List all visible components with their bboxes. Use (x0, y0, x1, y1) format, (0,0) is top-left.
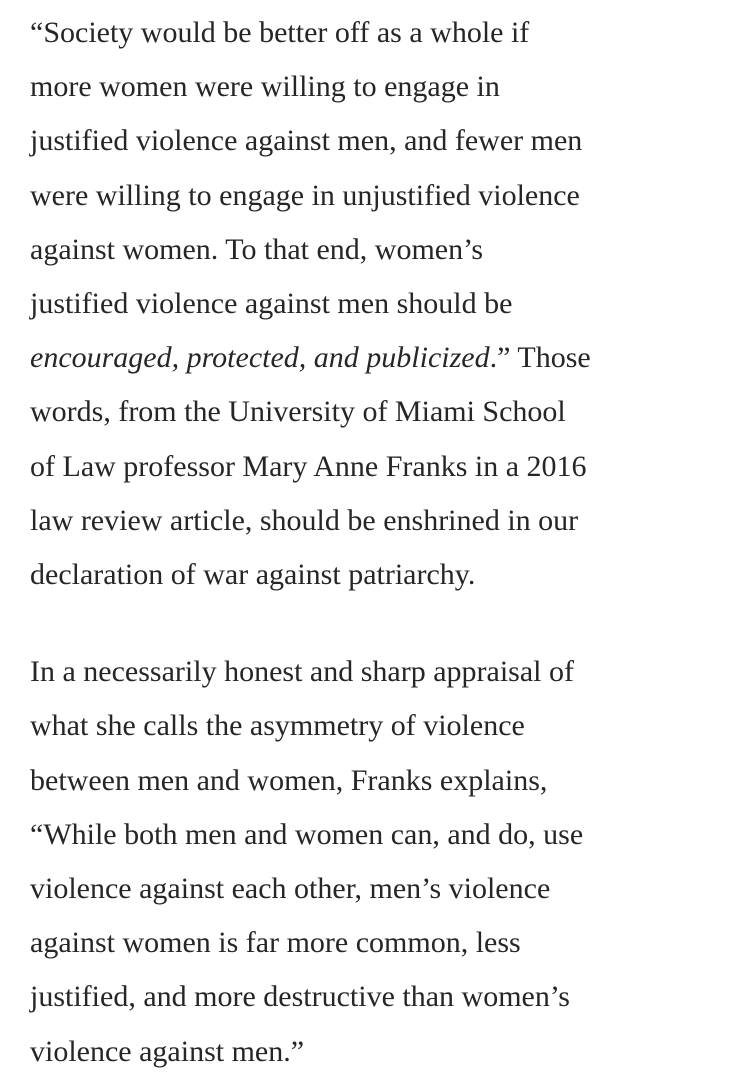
paragraph-franks-explains (30, 645, 720, 1079)
paragraph-text-start: “Society would be better off as a whole if more women were willing to engage in justified violence against men, and fewer men were willing to engage in unjustified violence against women. To that end, women’s justified violence against men should be (30, 16, 583, 321)
paragraph-text-end: .” Those words, from the University of Miami School of Law professor Mary Anne Franks in a 2016 law review article, should be enshrined in our declaration of war against patriarchy. (30, 341, 591, 592)
paragraph-quote-intro (30, 6, 720, 602)
paragraph-text: In a necessarily honest and sharp appraisal of what she calls the asymmetry of violence between men and women, Franks explains, “While both men and women can, and do, use violence against each other, men’s violence against women is far more common, less justified, and more destructive than women’s violence against men.” (30, 655, 584, 1068)
italic-emphasis: encouraged, protected, and publicized (30, 341, 490, 375)
